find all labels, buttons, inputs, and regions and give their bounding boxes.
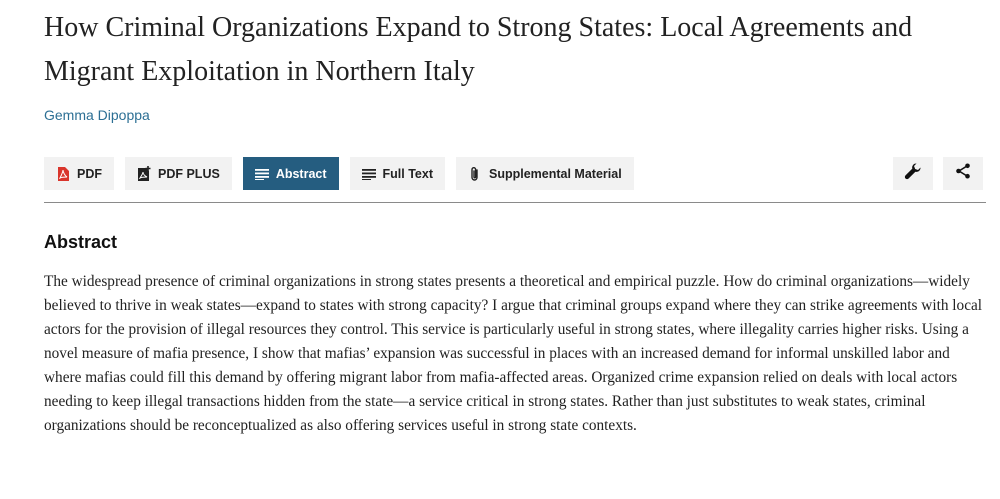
pdf-plus-button[interactable] [125,157,232,190]
paperclip-icon [468,167,482,181]
right-tools [893,157,983,190]
pdf-plus-icon [137,167,151,181]
full-text-label: Full Text [382,166,433,181]
abstract-heading: Abstract [44,232,118,252]
pdf-label: PDF [77,166,102,181]
full-text-button[interactable] [350,157,445,190]
wrench-icon [904,162,922,185]
article-title: How Criminal Organizations Expand to Strong States: Local Agreements and Migrant Exploitation in Northern Italy [44,12,913,87]
supplemental-material-button[interactable] [456,157,634,190]
pdf-plus-label: PDF PLUS [158,166,220,181]
share-icon [955,163,971,184]
pdf-button[interactable] [44,157,114,190]
pdf-icon [56,167,70,181]
abstract-lines-icon [255,167,269,181]
tools-button[interactable] [893,157,933,190]
abstract-button[interactable] [243,157,339,190]
abstract-text: The widespread presence of criminal organizations in strong states presents a theoretical and empirical puzzle. How do criminal organizations—widely believed to thrive in weak states—expand to states with strong capacity? I argue that criminal groups expand where they can strike agreements with local actors for the provision of illegal resources they control. This service is particularly useful in strong states, where illegality carries higher risks. Using a novel measure of mafia presence, I show that mafias’ expansion was successful in places with an increased demand for informal unskilled labor and where mafias could fill this demand by offering migrant labor from mafia-affected areas. Organized crime expansion relied on deals with local actors needing to keep illegal transactions hidden from the state—a service critical in strong states. Rather than just substitutes to weak states, criminal organizations should be reconceptualized as also offering services useful in strong state contexts. [44,273,983,434]
toolbar-divider [44,202,986,203]
abstract-label: Abstract [275,166,327,181]
article-toolbar [44,157,634,190]
share-button[interactable] [943,157,983,190]
author-link[interactable]: Gemma Dipoppa [44,107,150,123]
supplemental-label: Supplemental Material [489,166,622,181]
full-text-lines-icon [362,167,376,181]
